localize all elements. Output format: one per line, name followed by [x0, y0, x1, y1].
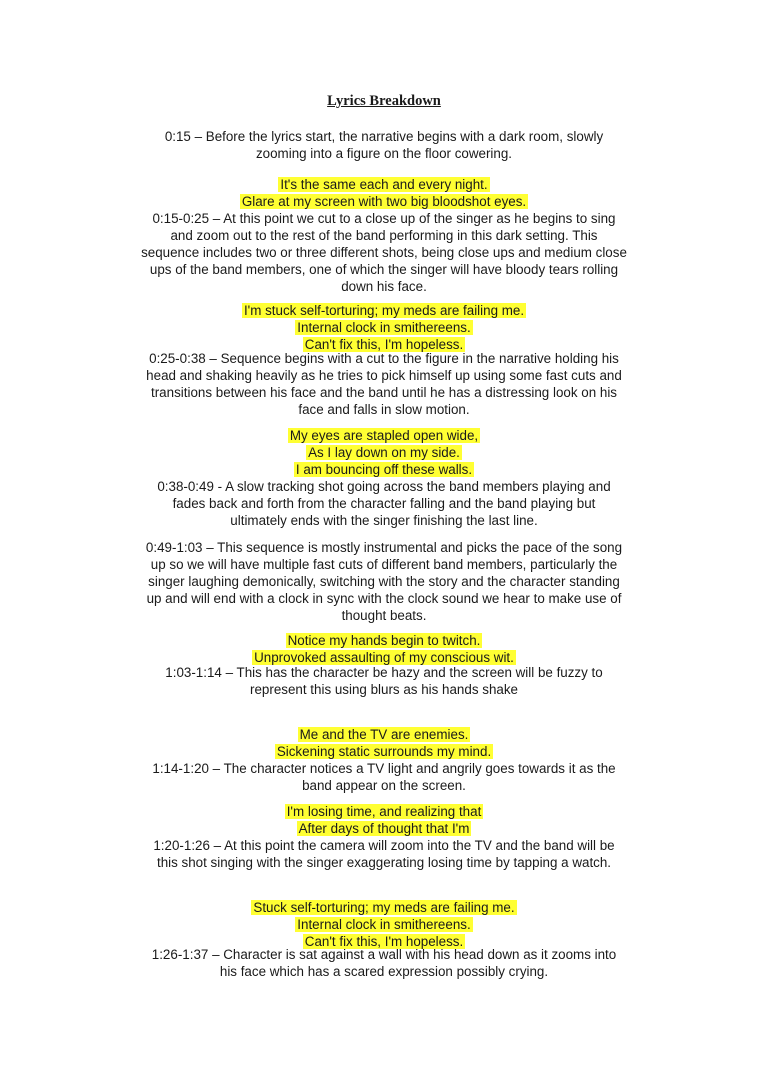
- description-text: 0:49-1:03 – This sequence is mostly instrumental and picks the pace of the song: [145, 540, 623, 555]
- description-line: [112, 590, 656, 607]
- lyric-line: [112, 176, 656, 193]
- highlighted-lyric-text: Internal clock in smithereens.: [297, 917, 471, 932]
- description-line: [112, 539, 656, 556]
- description-block: [112, 478, 656, 529]
- description-block: [112, 946, 656, 980]
- description-text: and zoom out to the rest of the band performing in this dark setting. This: [170, 228, 598, 243]
- lyric-line: [112, 803, 656, 820]
- description-line: [112, 760, 656, 777]
- description-text: transitions between his face and the band until he has a distressing look on his: [151, 385, 617, 400]
- highlighted-lyric-text: Can't fix this, I'm hopeless.: [304, 934, 464, 949]
- highlighted-lyric-text: Internal clock in smithereens.: [297, 320, 471, 335]
- description-block: [112, 760, 656, 794]
- description-line: [112, 278, 656, 295]
- description-block: [112, 539, 656, 624]
- description-text: ups of the band members, one of which the singer will have bloody tears rolling: [149, 262, 619, 277]
- description-text: singer laughing demonically, switching with the story and the character standing: [148, 574, 620, 589]
- description-block: [112, 210, 656, 295]
- highlighted-lyric-text: Me and the TV are enemies.: [299, 727, 469, 742]
- description-text: 0:38-0:49 - A slow tracking shot going across the band members playing and: [157, 479, 611, 494]
- highlighted-lyric-text: Unprovoked assaulting of my conscious wit.: [254, 650, 514, 665]
- lyric-line: [112, 302, 656, 319]
- lyric-block: [112, 427, 656, 478]
- description-block: [112, 128, 656, 162]
- description-text: face and falls in slow motion.: [298, 402, 470, 417]
- description-block: [112, 350, 656, 418]
- lyric-line: [112, 427, 656, 444]
- description-line: [112, 384, 656, 401]
- lyric-line: [112, 899, 656, 916]
- lyric-line: [112, 916, 656, 933]
- description-line: [112, 664, 656, 681]
- description-line: [112, 478, 656, 495]
- lyric-block: [112, 302, 656, 353]
- description-text: zooming into a figure on the floor cowering.: [255, 146, 513, 161]
- description-line: [112, 495, 656, 512]
- description-block: [112, 664, 656, 698]
- highlighted-lyric-text: Notice my hands begin to twitch.: [287, 633, 481, 648]
- highlighted-lyric-text: I'm stuck self-torturing; my meds are failing me.: [243, 303, 525, 318]
- description-block: [112, 837, 656, 871]
- description-text: thought beats.: [341, 608, 427, 623]
- lyric-block: [112, 803, 656, 837]
- description-text: his face which has a scared expression possibly crying.: [219, 964, 549, 979]
- description-text: 1:14-1:20 – The character notices a TV light and angrily goes towards it as the: [152, 761, 616, 776]
- description-text: 1:03-1:14 – This has the character be hazy and the screen will be fuzzy to: [165, 665, 603, 680]
- document-title: Lyrics Breakdown: [327, 93, 441, 109]
- lyric-line: [112, 193, 656, 210]
- description-line: [112, 350, 656, 367]
- lyric-line: [112, 444, 656, 461]
- description-text: represent this using blurs as his hands shake: [250, 682, 518, 697]
- description-text: 0:15-0:25 – At this point we cut to a close up of the singer as he begins to sing: [152, 211, 616, 226]
- description-line: [112, 777, 656, 794]
- description-text: 0:25-0:38 – Sequence begins with a cut to the figure in the narrative holding his: [149, 351, 619, 366]
- lyric-block: [112, 899, 656, 950]
- description-line: [112, 210, 656, 227]
- description-line: [112, 681, 656, 698]
- highlighted-lyric-text: It's the same each and every night.: [280, 177, 488, 192]
- description-text: up and will end with a clock in sync with the clock sound we hear to make use of: [146, 591, 622, 606]
- lyric-line: [112, 820, 656, 837]
- highlighted-lyric-text: After days of thought that I'm: [298, 821, 470, 836]
- description-line: [112, 227, 656, 244]
- lyric-block: [112, 176, 656, 210]
- highlighted-lyric-text: Sickening static surrounds my mind.: [276, 744, 492, 759]
- description-text: up so we will have multiple fast cuts of different band members, particularly the: [150, 557, 618, 572]
- description-text: 0:15 – Before the lyrics start, the narrative begins with a dark room, slowly: [164, 129, 604, 144]
- description-text: band appear on the screen.: [302, 778, 466, 793]
- description-line: [112, 556, 656, 573]
- highlighted-lyric-text: My eyes are stapled open wide,: [289, 428, 479, 443]
- highlighted-lyric-text: I am bouncing off these walls.: [295, 462, 473, 477]
- description-line: [112, 963, 656, 980]
- lyric-line: [112, 461, 656, 478]
- description-line: [112, 367, 656, 384]
- description-text: fades back and forth from the character falling and the band playing but: [172, 496, 596, 511]
- description-text: head and shaking heavily as he tries to pick himself up using some fast cuts and: [146, 368, 622, 383]
- lyric-line: [112, 319, 656, 336]
- description-line: [112, 244, 656, 261]
- lyric-line: [112, 743, 656, 760]
- highlighted-lyric-text: Stuck self-torturing; my meds are failing me.: [253, 900, 515, 915]
- highlighted-lyric-text: Glare at my screen with two big bloodshot eyes.: [241, 194, 527, 209]
- description-text: down his face.: [341, 279, 427, 294]
- lyric-line: [112, 726, 656, 743]
- description-text: this shot singing with the singer exaggerating losing time by tapping a watch.: [156, 855, 612, 870]
- lyric-line: [112, 632, 656, 649]
- description-line: [112, 128, 656, 145]
- highlighted-lyric-text: As I lay down on my side.: [308, 445, 460, 460]
- description-line: [112, 573, 656, 590]
- highlighted-lyric-text: Can't fix this, I'm hopeless.: [304, 337, 464, 352]
- description-line: [112, 854, 656, 871]
- description-text: sequence includes two or three different shots, being close ups and medium close: [141, 245, 627, 260]
- description-text: 1:20-1:26 – At this point the camera will zoom into the TV and the band will be: [153, 838, 615, 853]
- description-line: [112, 512, 656, 529]
- description-text: ultimately ends with the singer finishing the last line.: [230, 513, 538, 528]
- description-text: 1:26-1:37 – Character is sat against a wall with his head down as it zooms into: [151, 947, 617, 962]
- lyric-block: [112, 726, 656, 760]
- lyric-block: [112, 632, 656, 666]
- highlighted-lyric-text: I'm losing time, and realizing that: [286, 804, 482, 819]
- description-line: [112, 401, 656, 418]
- description-line: [112, 837, 656, 854]
- description-line: [112, 607, 656, 624]
- description-line: [112, 145, 656, 162]
- description-line: [112, 261, 656, 278]
- description-line: [112, 946, 656, 963]
